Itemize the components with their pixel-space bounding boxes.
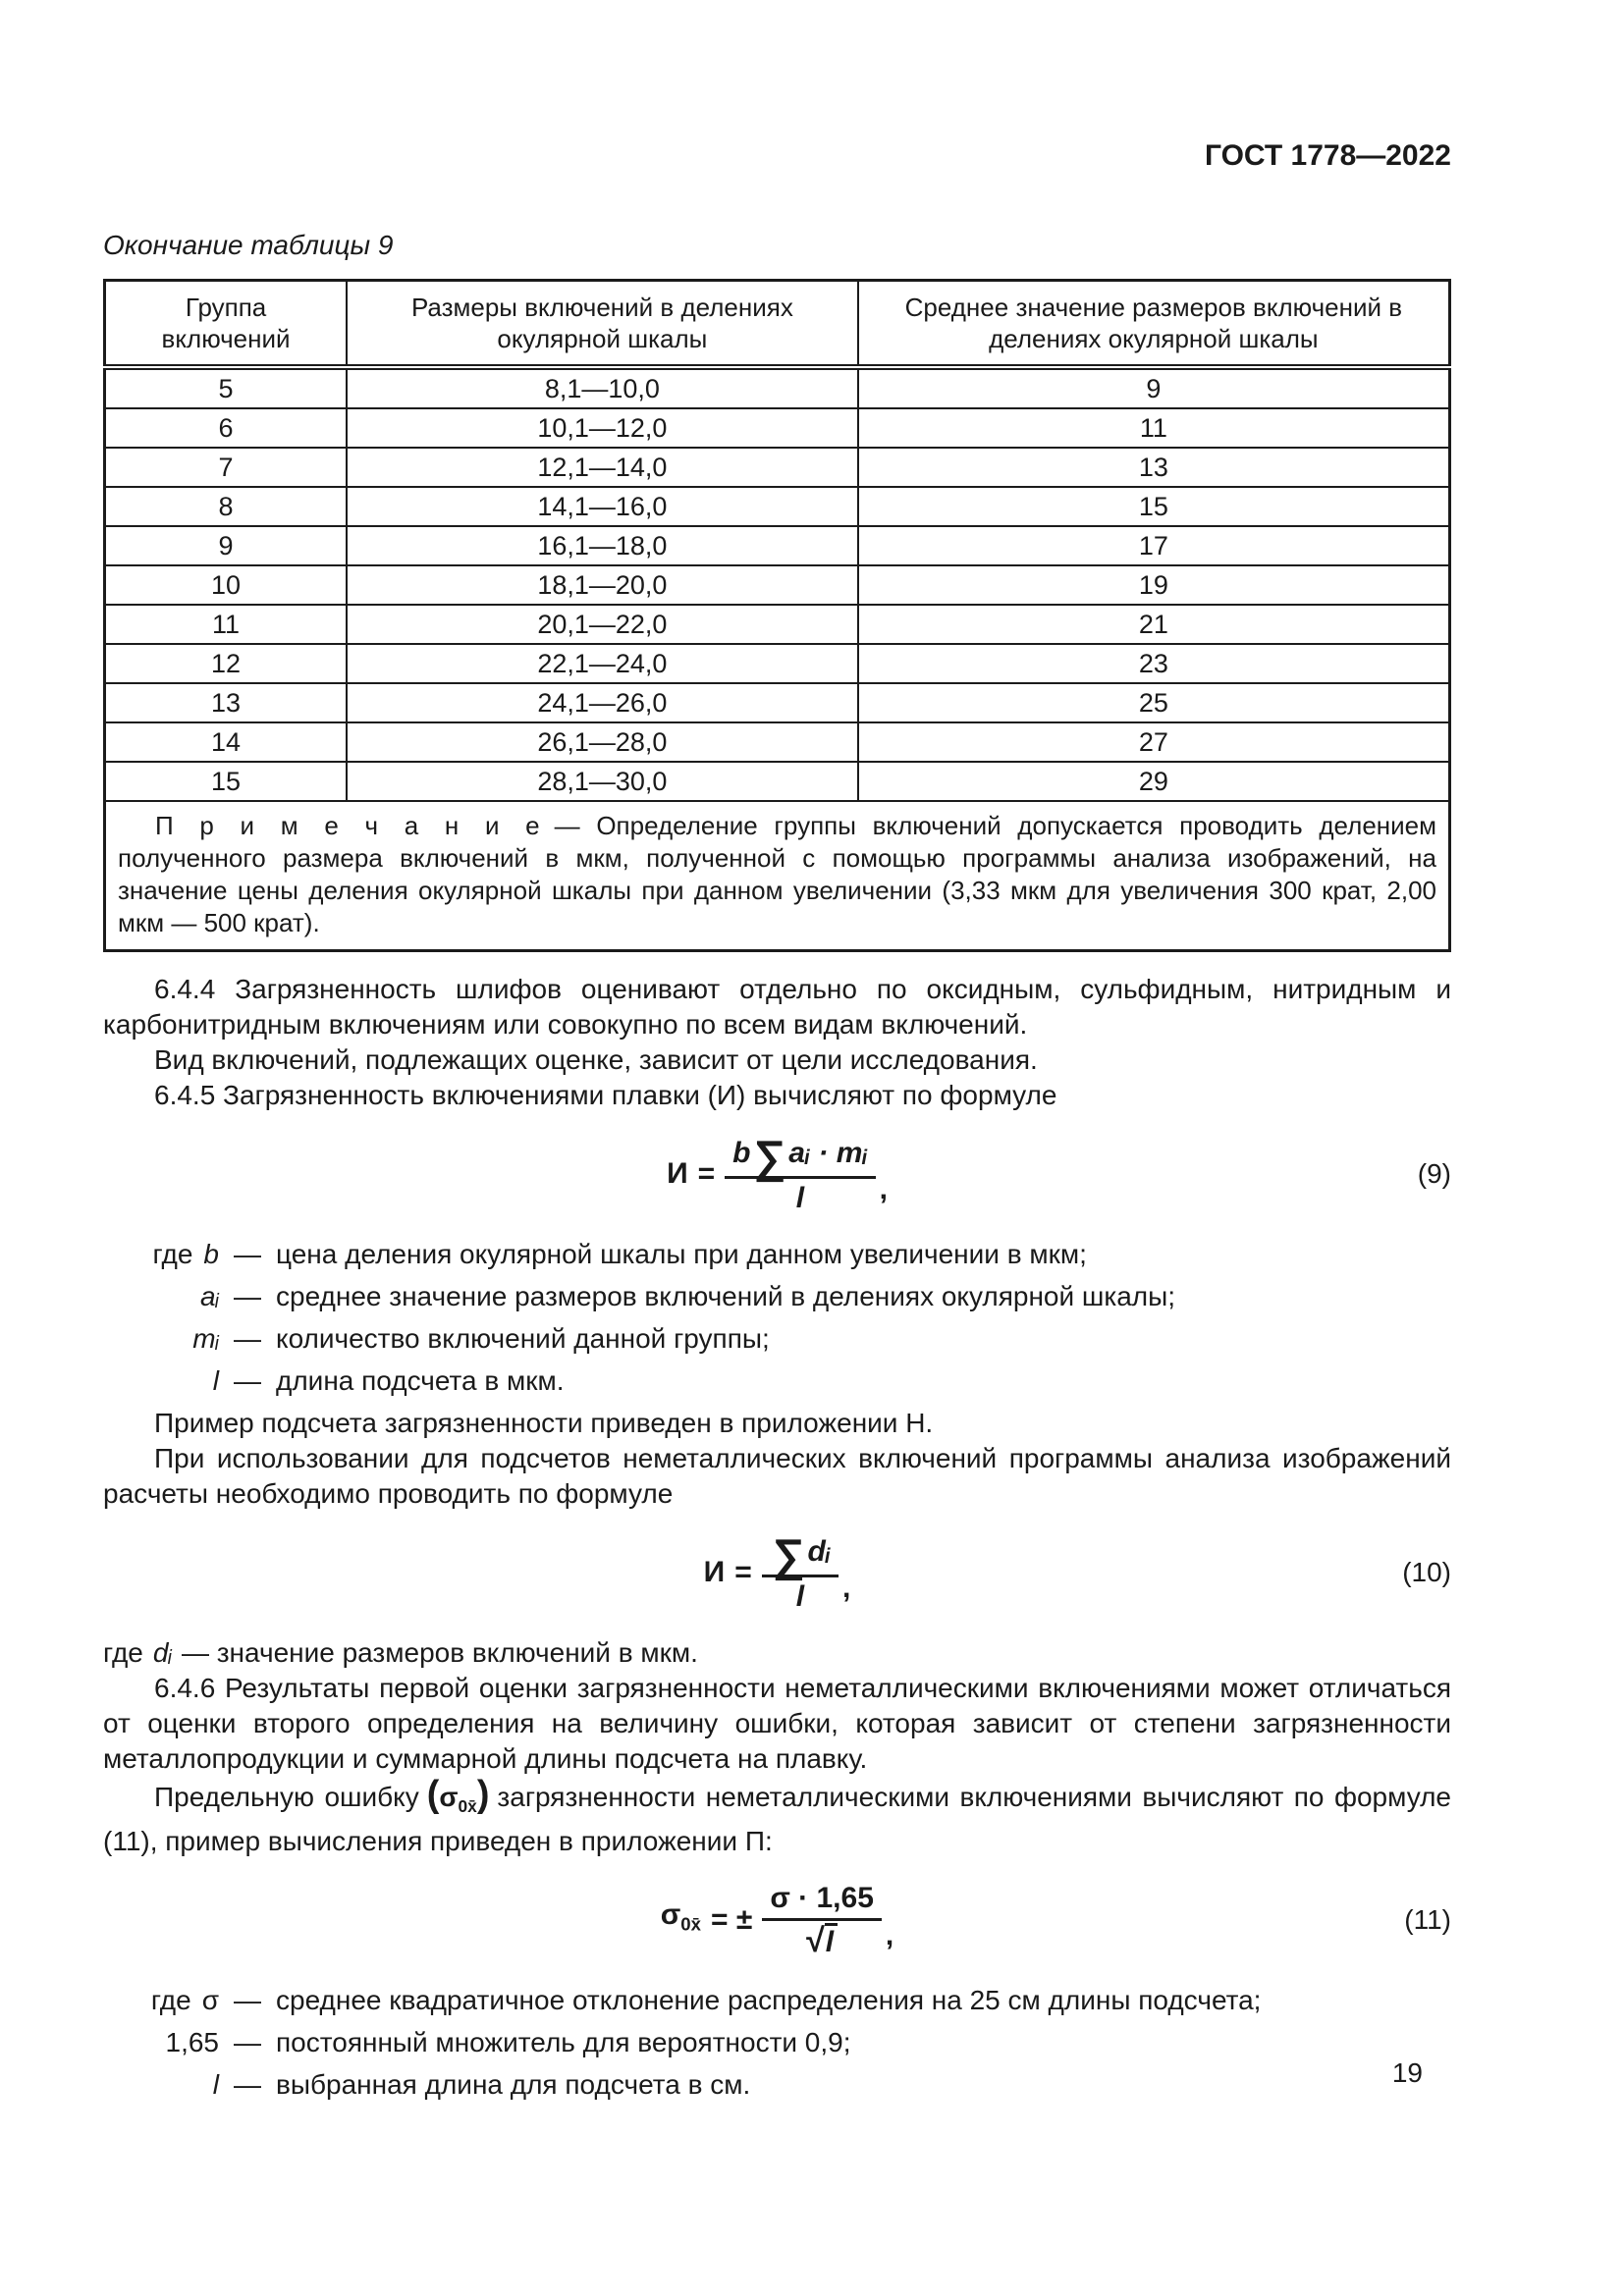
table-header-row [105,281,1450,368]
cell-group: 10 [105,565,348,605]
def-description: цена деления окулярной шкалы при данном увеличении в мкм; [276,1239,1087,1269]
cell-group: 14 [105,722,348,762]
table-row [105,605,1450,644]
table-row [105,487,1450,526]
def-dash: — [234,1239,261,1269]
table-caption: Окончание таблицы 9 [103,230,394,260]
formula9-equals: = [697,1157,716,1190]
table-9 [103,279,1451,952]
d-def-term: dᵢ [152,1637,172,1668]
def-prefix: где [152,1239,193,1269]
formula10-comma: , [842,1572,851,1604]
table-row [105,565,1450,605]
def-dash: — [234,1323,261,1354]
def-term: l [212,1365,219,1396]
formula11-fraction [762,1882,882,1959]
paragraph-predel [103,1774,1451,1859]
cell-group: 12 [105,644,348,683]
def-term: b [203,1239,219,1269]
def-description: количество включений данной группы; [276,1323,770,1354]
def-description: среднее квадратичное отклонение распределения на 25 см длины подсчета; [276,1985,1262,2016]
def-dash: — [234,1365,261,1396]
formula9-term: aᵢ · mᵢ [788,1136,868,1169]
definitions-formula-11 [103,1983,1451,2103]
definition-item [103,1279,1451,1314]
formula-9 [103,1129,1451,1219]
def-dash: — [234,1985,261,2016]
def-description: длина подсчета в мкм. [276,1365,565,1396]
def-term: 1,65 [165,2027,219,2058]
page-number: 19 [1391,2057,1423,2088]
cell-group: 15 [105,762,348,801]
cell-group: 7 [105,448,348,487]
def-term: σ [201,1985,219,2016]
doc-code-header: ГОСТ 1778—2022 [1204,139,1451,172]
cell-range: 28,1—30,0 [347,762,858,801]
formula10-term: dᵢ [807,1534,831,1568]
cell-range: 20,1—22,0 [347,605,858,644]
cell-avg: 11 [858,408,1450,448]
paragraph-645: 6.4.5 Загрязненность включениями плавки (И) вычисляют по формуле [154,1080,1057,1110]
sum-symbol: ∑ [772,1528,805,1580]
col-header-average: Среднее значение размеров включений в делениях окулярной шкалы [858,281,1450,368]
def-description: постоянный множитель для вероятности 0,9; [276,2027,851,2058]
cell-group: 9 [105,526,348,565]
cell-avg: 17 [858,526,1450,565]
cell-avg: 13 [858,448,1450,487]
table-row [105,408,1450,448]
formula10-lhs: И [703,1556,726,1588]
paragraph-d-definition [103,1635,1451,1671]
cell-group: 11 [105,605,348,644]
definition-item [103,1237,1451,1272]
formula10-equals: = [734,1556,752,1588]
cell-range: 22,1—24,0 [347,644,858,683]
predel-text-after: загрязненности неметаллическими включениями вычисляют по формуле (11), пример вычисления приведен в приложении П: [103,1782,1451,1857]
definition-item [103,1321,1451,1357]
table-row [105,683,1450,722]
formula9-lhs: И [667,1157,688,1190]
cell-range: 24,1—26,0 [347,683,858,722]
formula9-b: b [732,1136,751,1169]
formula-10 [103,1527,1451,1618]
definition-item [103,1983,1451,2018]
formula9-number: (9) [1417,1158,1451,1189]
formula11-number: (11) [1404,1904,1451,1936]
def-dash: — [234,1281,261,1311]
cell-range: 18,1—20,0 [347,565,858,605]
cell-range: 26,1—28,0 [347,722,858,762]
def-term: aᵢ [199,1281,219,1311]
col-header-group: Группа включений [105,281,348,368]
formula9-denominator: l [795,1181,805,1214]
def-dash: — [234,2027,261,2058]
cell-avg: 21 [858,605,1450,644]
definitions-formula-9 [103,1237,1451,1399]
cell-avg: 9 [858,367,1450,408]
cell-group: 5 [105,367,348,408]
def-prefix: где [150,1985,191,2016]
col-header-sizes: Размеры включений в делениях окулярной шкалы [347,281,858,368]
definition-item [103,2025,1451,2060]
definition-item [103,1363,1451,1399]
cell-avg: 29 [858,762,1450,801]
sigma-inline [426,1774,490,1817]
paragraph-primer: Пример подсчета загрязненности приведен в приложении Н. [154,1408,934,1438]
table-row [105,526,1450,565]
table-row [105,722,1450,762]
paren-close: ) [476,1774,490,1815]
formula10-number: (10) [1402,1557,1451,1587]
paragraph-644: 6.4.4 Загрязненность шлифов оценивают отдельно по оксидным, сульфидным, нитридным и карбонитридным включениям или совокупно по всем видам включений. [103,974,1451,1040]
cell-group: 6 [105,408,348,448]
radical-sign: √ [806,1921,825,1959]
sum-symbol: ∑ [753,1130,786,1182]
table-row [105,448,1450,487]
formula11-lhs [661,1898,701,1942]
table-row [105,762,1450,801]
paren-open: ( [426,1774,440,1815]
cell-range: 14,1—16,0 [347,487,858,526]
sigma-subscript: 0x̄ [680,1913,701,1935]
cell-range: 16,1—18,0 [347,526,858,565]
table-note [105,801,1450,951]
note-text: — Определение группы включений допускается проводить делением полученного размера включений в мкм, полученной с помощью программы анализа изображений, на значение цены деления окулярной шкалы при данном увеличении (3,33 мкм для увеличения 300 крат, 2,00 мкм — 500 крат). [118,811,1436,937]
formula10-denominator: l [795,1579,805,1613]
cell-range: 8,1—10,0 [347,367,858,408]
cell-avg: 25 [858,683,1450,722]
cell-range: 12,1—14,0 [347,448,858,487]
cell-group: 8 [105,487,348,526]
d-def-rest: — значение размеров включений в мкм. [181,1637,698,1668]
formula11-radicand: l [825,1923,838,1958]
cell-avg: 19 [858,565,1450,605]
def-dash: — [234,2069,261,2101]
sigma-base: σ [660,1898,681,1932]
def-term: l [212,2069,219,2101]
note-label: П р и м е ч а н и е [155,811,545,840]
table-row [105,367,1450,408]
formula11-comma: , [885,1919,894,1952]
d-def-prefix: где [103,1637,143,1668]
formula11-numerator: σ · 1,65 [770,1881,874,1914]
sigma-subscript: 0x̄ [458,1796,477,1817]
cell-group: 13 [105,683,348,722]
cell-avg: 27 [858,722,1450,762]
formula10-fraction [762,1528,839,1614]
formula11-equals: = ± [710,1903,753,1937]
cell-range: 10,1—12,0 [347,408,858,448]
paragraph-646: 6.4.6 Результаты первой оценки загрязненности неметаллическими включениями может отличаться от оценки второго определения на величину ошибки, которая зависит от степени загрязненности металлопродукции и суммарной длины подсчета на плавку. [103,1673,1451,1774]
formula-11 [103,1875,1451,1965]
cell-avg: 23 [858,644,1450,683]
table-row [105,644,1450,683]
formula9-fraction [725,1130,875,1215]
paragraph-pri: При использовании для подсчетов неметаллических включений программы анализа изображений расчеты необходимо проводить по формуле [103,1443,1451,1509]
def-term: mᵢ [192,1323,219,1354]
cell-avg: 15 [858,487,1450,526]
predel-text-before: Предельную ошибку [154,1782,419,1812]
definition-item [103,2067,1451,2103]
def-description: среднее значение размеров включений в делениях окулярной шкалы; [276,1281,1176,1311]
def-description: выбранная длина для подсчета в см. [276,2069,751,2101]
formula9-comma: , [879,1173,888,1205]
paragraph-vid: Вид включений, подлежащих оценке, зависит от цели исследования. [154,1044,1038,1075]
sigma-base: σ [439,1782,459,1812]
table-note-row [105,801,1450,951]
